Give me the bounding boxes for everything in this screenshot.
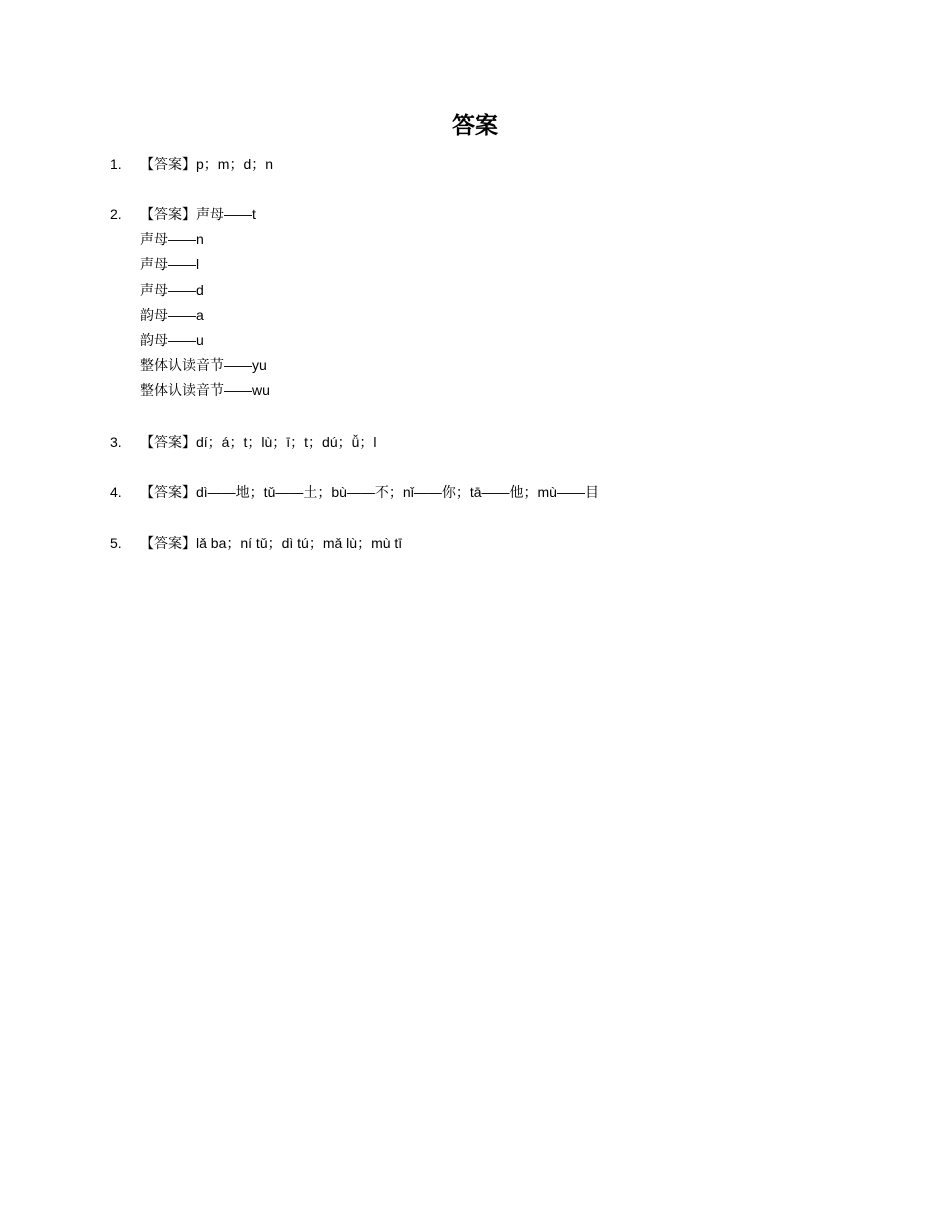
answer-lines bbox=[140, 152, 273, 177]
answer-lines bbox=[140, 202, 270, 404]
answer-line: 【答案】p；m；d；n bbox=[140, 156, 274, 172]
answer-line: 整体认读音节——yu bbox=[140, 357, 267, 374]
answer-line: 声母——d bbox=[140, 281, 204, 298]
answer-line: 声母——l bbox=[140, 256, 200, 273]
answer-number: 3. bbox=[110, 434, 122, 450]
page-title: 答案 bbox=[452, 113, 498, 139]
answer-lines bbox=[140, 531, 402, 556]
answer-lines bbox=[140, 430, 377, 455]
answer-number: 5. bbox=[110, 535, 122, 551]
answer-line: 整体认读音节——wu bbox=[140, 382, 270, 399]
answer-line: 韵母——a bbox=[140, 306, 204, 323]
answer-number: 4. bbox=[110, 484, 122, 500]
answer-number: 1. bbox=[110, 156, 122, 172]
answer-number: 2. bbox=[110, 206, 122, 222]
answer-lines bbox=[140, 480, 599, 505]
answer-line: 韵母——u bbox=[140, 331, 204, 348]
answer-line: 【答案】声母——t bbox=[140, 206, 256, 222]
answer-line: 【答案】dì——地；tǔ——土；bù——不；nǐ——你；tā——他；mù——目 bbox=[140, 484, 599, 500]
answer-line: 【答案】lǎ ba；ní tǔ；dì tú；mǎ lù；mù tī bbox=[140, 535, 403, 551]
answer-line: 声母——n bbox=[140, 231, 204, 248]
answer-line: 【答案】dí；á；t；lù；ī；t；dú；ǚ；l bbox=[140, 434, 377, 450]
